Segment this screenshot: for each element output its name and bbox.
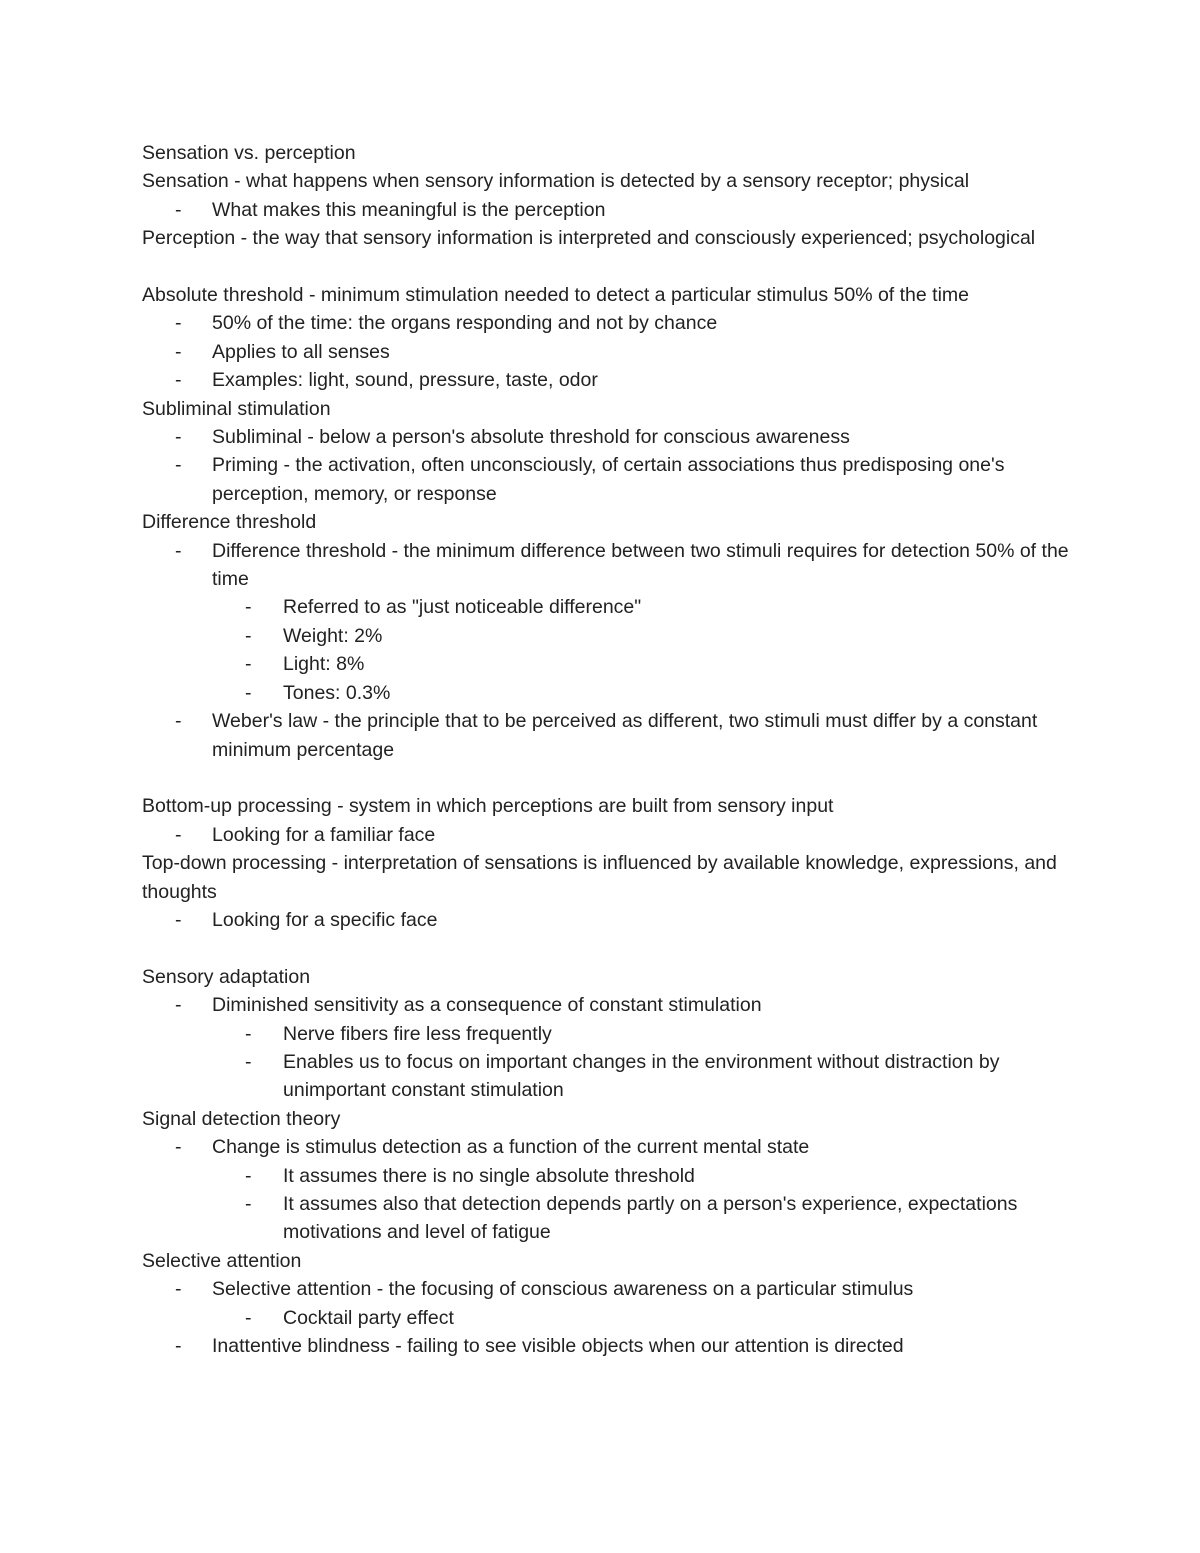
line-text: Difference threshold - the minimum difference between two stimuli requires for detection 50% of the time [212,539,1069,591]
line-text: Subliminal - below a person's absolute threshold for conscious awareness [212,426,850,449]
paragraph-line [142,167,1082,195]
line-text: Nerve fibers fire less frequently [283,1022,552,1045]
paragraph-line [142,281,1082,309]
bullet-item-level-1 [142,991,1082,1019]
line-text: Applies to all senses [212,340,390,363]
bullet-item-level-2 [142,1048,1082,1105]
bullet-item-level-2 [142,593,1082,621]
line-text: Perception - the way that sensory information is interpreted and consciously experienced; psychological [142,227,1036,250]
paragraph-line [142,1247,1082,1275]
line-text: Looking for a specific face [212,908,438,931]
line-text: It assumes also that detection depends partly on a person's experience, expectations motivations and level of fatigue [283,1192,1018,1244]
blank-line [142,764,1082,792]
line-text: Difference threshold [142,511,317,534]
dash-bullet-icon: - [175,369,182,392]
bullet-item-level-1 [142,1275,1082,1303]
bullet-item-level-1 [142,309,1082,337]
line-text: Inattentive blindness - failing to see visible objects when our attention is directed [212,1335,904,1358]
dash-bullet-icon: - [245,596,252,619]
dash-bullet-icon: - [245,1306,252,1329]
dash-bullet-icon: - [245,1022,252,1045]
bullet-item-level-1 [142,707,1082,764]
bullet-item-level-1 [142,366,1082,394]
line-text: Priming - the activation, often unconsciously, of certain associations thus predisposing one's perception, memory, or response [212,454,1005,505]
line-text: Absolute threshold - minimum stimulation needed to detect a particular stimulus 50% of the time [142,284,969,307]
dash-bullet-icon: - [245,1164,252,1187]
dash-bullet-icon: - [245,624,252,647]
bullet-item-level-2 [142,1020,1082,1048]
line-text: Sensation - what happens when sensory information is detected by a sensory receptor; physical [142,170,970,193]
line-text: Enables us to focus on important changes in the environment without distraction by unimportant constant stimulation [283,1050,1000,1102]
dash-bullet-icon: - [175,710,182,733]
line-text: What makes this meaningful is the perception [212,198,606,221]
line-text: Light: 8% [283,653,365,676]
dash-bullet-icon: - [175,994,182,1017]
paragraph-line [142,139,1082,167]
line-text: Bottom-up processing - system in which perceptions are built from sensory input [142,795,834,818]
dash-bullet-icon: - [175,426,182,449]
line-text: It assumes there is no single absolute threshold [283,1164,695,1187]
bullet-item-level-1 [142,423,1082,451]
paragraph-line [142,849,1082,906]
dash-bullet-icon: - [175,908,182,931]
dash-bullet-icon: - [245,681,252,704]
dash-bullet-icon: - [175,454,182,477]
document-body [142,139,1082,1360]
line-text: Change is stimulus detection as a function of the current mental state [212,1136,810,1159]
paragraph-line [142,224,1082,252]
bullet-item-level-1 [142,338,1082,366]
bullet-item-level-1 [142,1332,1082,1360]
bullet-item-level-2 [142,622,1082,650]
line-text: Selective attention - the focusing of conscious awareness on a particular stimulus [212,1278,914,1301]
line-text: Referred to as "just noticeable difference" [283,596,642,619]
blank-line [142,253,1082,281]
paragraph-line [142,395,1082,423]
bullet-item-level-1 [142,537,1082,594]
paragraph-line [142,508,1082,536]
line-text: Tones: 0.3% [283,681,391,704]
line-text: Weight: 2% [283,624,383,647]
dash-bullet-icon: - [175,1136,182,1159]
line-text: Top-down processing - interpretation of sensations is influenced by available knowledge, expressions, and thoughts [142,852,1057,903]
dash-bullet-icon: - [175,1335,182,1358]
bullet-item-level-2 [142,679,1082,707]
line-text: Subliminal stimulation [142,397,331,420]
dash-bullet-icon: - [175,312,182,335]
line-text: 50% of the time: the organs responding and not by chance [212,312,718,335]
blank-line [142,934,1082,962]
dash-bullet-icon: - [245,1192,252,1215]
line-text: Diminished sensitivity as a consequence of constant stimulation [212,994,762,1017]
line-text: Cocktail party effect [283,1306,454,1329]
paragraph-line [142,792,1082,820]
bullet-item-level-2 [142,650,1082,678]
paragraph-line [142,963,1082,991]
bullet-item-level-2 [142,1162,1082,1190]
line-text: Selective attention [142,1249,302,1272]
bullet-item-level-1 [142,451,1082,508]
dash-bullet-icon: - [175,1278,182,1301]
dash-bullet-icon: - [175,340,182,363]
paragraph-line [142,1105,1082,1133]
dash-bullet-icon: - [245,1050,252,1073]
line-text: Sensation vs. perception [142,142,356,164]
line-text: Looking for a familiar face [212,823,436,846]
dash-bullet-icon: - [175,198,182,221]
bullet-item-level-2 [142,1304,1082,1332]
bullet-item-level-1 [142,906,1082,934]
line-text: Signal detection theory [142,1107,341,1130]
bullet-item-level-1 [142,196,1082,224]
dash-bullet-icon: - [245,653,252,676]
line-text: Sensory adaptation [142,965,311,988]
bullet-item-level-1 [142,1133,1082,1161]
dash-bullet-icon: - [175,539,182,562]
bullet-item-level-1 [142,821,1082,849]
dash-bullet-icon: - [175,823,182,846]
line-text: Examples: light, sound, pressure, taste, odor [212,369,598,392]
line-text: Weber's law - the principle that to be perceived as different, two stimuli must differ by a constant minimum percentage [212,710,1038,761]
bullet-item-level-2 [142,1190,1082,1247]
